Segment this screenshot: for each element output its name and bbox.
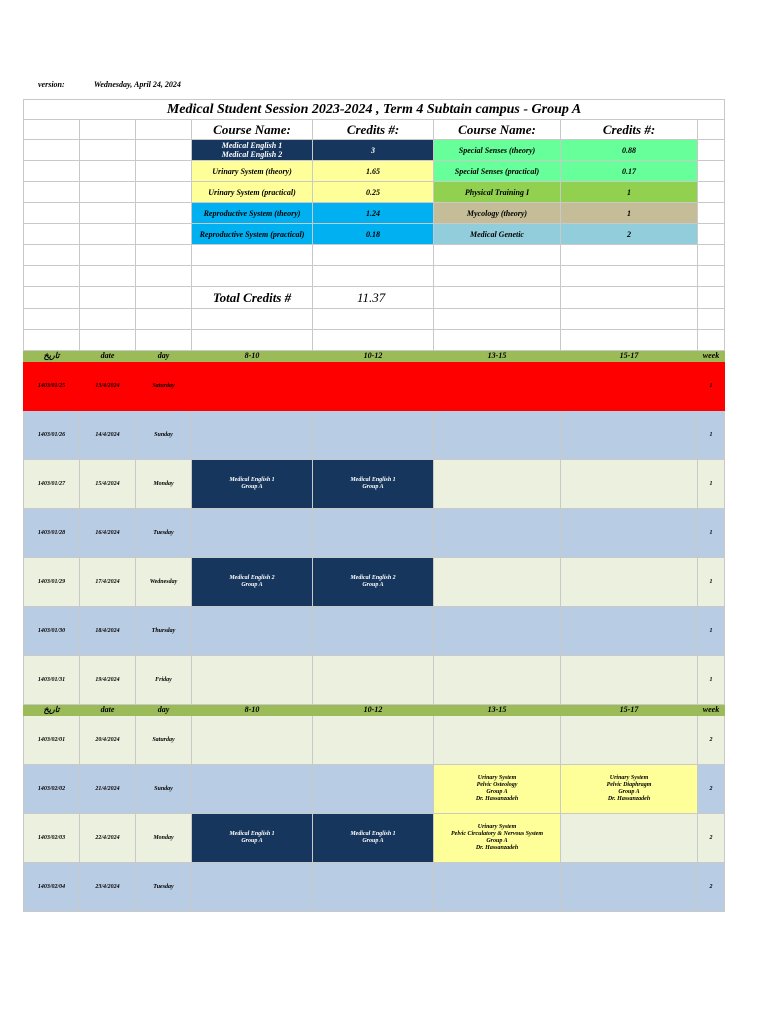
shamsi-date: 1403/01/26 [24,411,80,460]
schedule-header-week: week [698,705,725,716]
course-name-left: Reproductive System (theory) [192,203,313,224]
slot-s3[interactable]: Urinary System Pelvic Osteology Group A Dr. Hassanzadeh [434,765,561,814]
gregorian-date: 18/4/2024 [80,607,136,656]
day-name: Saturday [136,362,192,411]
version-line [38,80,181,89]
slot-s1 [192,656,313,705]
schedule-header-s2: 10-12 [313,351,434,362]
slot-s2 [313,509,434,558]
version-label: version: [38,80,65,89]
course-name-left: Reproductive System (practical) [192,224,313,245]
week-number: 2 [698,765,725,814]
course-name-right: Physical Training I [434,182,561,203]
schedule-header-s2: 10-12 [313,705,434,716]
slot-s1 [192,509,313,558]
credits-header-right: Credits #: [561,120,698,140]
slot-s2 [313,863,434,912]
slot-s4 [561,607,698,656]
day-name: Tuesday [136,863,192,912]
gregorian-date: 22/4/2024 [80,814,136,863]
day-row [24,814,725,863]
slot-s1 [192,362,313,411]
sheet-title: Medical Student Session 2023-2024 , Term 4 Subtain campus - Group A [24,100,725,120]
credits-header-left: Credits #: [313,120,434,140]
day-row [24,863,725,912]
course-name-right: Mycology (theory) [434,203,561,224]
slot-s4 [561,558,698,607]
shamsi-date: 1403/01/27 [24,460,80,509]
slot-s4 [561,411,698,460]
total-credits-value: 11.37 [313,287,434,309]
slot-s4 [561,460,698,509]
week-1-schedule [24,351,725,705]
schedule-header-s4: 15-17 [561,705,698,716]
course-credits-right: 2 [561,224,698,245]
course-name-right: Medical Genetic [434,224,561,245]
course-credits-left: 0.25 [313,182,434,203]
day-name: Monday [136,460,192,509]
gregorian-date: 23/4/2024 [80,863,136,912]
slot-s3 [434,460,561,509]
slot-s3 [434,716,561,765]
course-row [24,224,725,245]
course-list [24,140,725,245]
week-number: 2 [698,814,725,863]
course-credits-right: 0.17 [561,161,698,182]
gregorian-date: 14/4/2024 [80,411,136,460]
day-name: Sunday [136,765,192,814]
course-credits-right: 0.88 [561,140,698,161]
schedule-header-shamsi: تاریخ [24,351,80,362]
day-row [24,509,725,558]
course-name-header-right: Course Name: [434,120,561,140]
course-row [24,161,725,182]
day-name: Sunday [136,411,192,460]
week-number: 2 [698,716,725,765]
course-name-left: Urinary System (practical) [192,182,313,203]
shamsi-date: 1403/01/31 [24,656,80,705]
slot-s2 [313,656,434,705]
course-credits-right: 1 [561,203,698,224]
schedule-header-week: week [698,351,725,362]
slot-s4 [561,656,698,705]
course-credits-left: 0.18 [313,224,434,245]
slot-s1[interactable]: Medical English 2 Group A [192,558,313,607]
slot-s2[interactable]: Medical English 1 Group A [313,814,434,863]
shamsi-date: 1403/01/28 [24,509,80,558]
schedule-header-s3: 13-15 [434,351,561,362]
slot-s2 [313,607,434,656]
shamsi-date: 1403/02/02 [24,765,80,814]
schedule-header-s3: 13-15 [434,705,561,716]
shamsi-date: 1403/02/04 [24,863,80,912]
day-name: Tuesday [136,509,192,558]
course-name-right: Special Senses (practical) [434,161,561,182]
schedule-header-date: date [80,705,136,716]
week-number: 1 [698,362,725,411]
day-name: Thursday [136,607,192,656]
slot-s3 [434,863,561,912]
day-row [24,765,725,814]
day-row [24,460,725,509]
day-row [24,411,725,460]
slot-s3[interactable]: Urinary System Pelvic Circulatory & Nervous System Group A Dr. Hassanzadeh [434,814,561,863]
schedule-header-s1: 8-10 [192,705,313,716]
shamsi-date: 1403/02/03 [24,814,80,863]
course-credits-right: 1 [561,182,698,203]
week-number: 1 [698,656,725,705]
course-name-right: Special Senses (theory) [434,140,561,161]
slot-s1 [192,607,313,656]
course-name-header-left: Course Name: [192,120,313,140]
schedule-header-date: date [80,351,136,362]
slot-s2 [313,765,434,814]
slot-s1 [192,765,313,814]
schedule-header-row [24,351,725,362]
slot-s4[interactable]: Urinary System Pelvic Diaphragm Group A Dr. Hassanzadeh [561,765,698,814]
schedule-sheet [23,99,725,912]
course-credits-left: 1.65 [313,161,434,182]
schedule-header-day: day [136,351,192,362]
course-row [24,140,725,161]
gregorian-date: 15/4/2024 [80,460,136,509]
course-row [24,182,725,203]
gregorian-date: 20/4/2024 [80,716,136,765]
shamsi-date: 1403/01/25 [24,362,80,411]
shamsi-date: 1403/01/30 [24,607,80,656]
day-name: Wednesday [136,558,192,607]
slot-s1 [192,411,313,460]
slot-s4 [561,509,698,558]
total-credits-label: Total Credits # [192,287,313,309]
schedule-header-row [24,705,725,716]
slot-s1[interactable]: Medical English 1 Group A [192,460,313,509]
slot-s1 [192,716,313,765]
day-name: Friday [136,656,192,705]
week-number: 1 [698,558,725,607]
slot-s3 [434,362,561,411]
slot-s4 [561,814,698,863]
version-date: Wednesday, April 24, 2024 [93,80,181,89]
slot-s3 [434,411,561,460]
week-number: 1 [698,411,725,460]
slot-s2 [313,362,434,411]
week-number: 2 [698,863,725,912]
day-row [24,656,725,705]
day-name: Saturday [136,716,192,765]
slot-s3 [434,607,561,656]
gregorian-date: 17/4/2024 [80,558,136,607]
week-number: 1 [698,607,725,656]
slot-s3 [434,656,561,705]
course-credits-left: 1.24 [313,203,434,224]
week-number: 1 [698,509,725,558]
course-name-left: Medical English 1 Medical English 2 [192,140,313,161]
slot-s2 [313,716,434,765]
schedule-header-day: day [136,705,192,716]
gregorian-date: 16/4/2024 [80,509,136,558]
slot-s3 [434,509,561,558]
gregorian-date: 21/4/2024 [80,765,136,814]
week-2-schedule [24,705,725,912]
slot-s2[interactable]: Medical English 2 Group A [313,558,434,607]
slot-s4 [561,716,698,765]
slot-s1 [192,863,313,912]
slot-s3 [434,558,561,607]
day-name: Monday [136,814,192,863]
gregorian-date: 19/4/2024 [80,656,136,705]
slot-s1[interactable]: Medical English 1 Group A [192,814,313,863]
day-row [24,716,725,765]
shamsi-date: 1403/02/01 [24,716,80,765]
slot-s4 [561,863,698,912]
shamsi-date: 1403/01/29 [24,558,80,607]
day-row [24,607,725,656]
day-row [24,362,725,411]
week-number: 1 [698,460,725,509]
course-credits-left: 3 [313,140,434,161]
day-row [24,558,725,607]
schedule-header-s4: 15-17 [561,351,698,362]
slot-s4 [561,362,698,411]
schedule-header-s1: 8-10 [192,351,313,362]
course-name-left: Urinary System (theory) [192,161,313,182]
gregorian-date: 13/4/2024 [80,362,136,411]
slot-s2[interactable]: Medical English 1 Group A [313,460,434,509]
schedule-header-shamsi: تاریخ [24,705,80,716]
slot-s2 [313,411,434,460]
course-row [24,203,725,224]
